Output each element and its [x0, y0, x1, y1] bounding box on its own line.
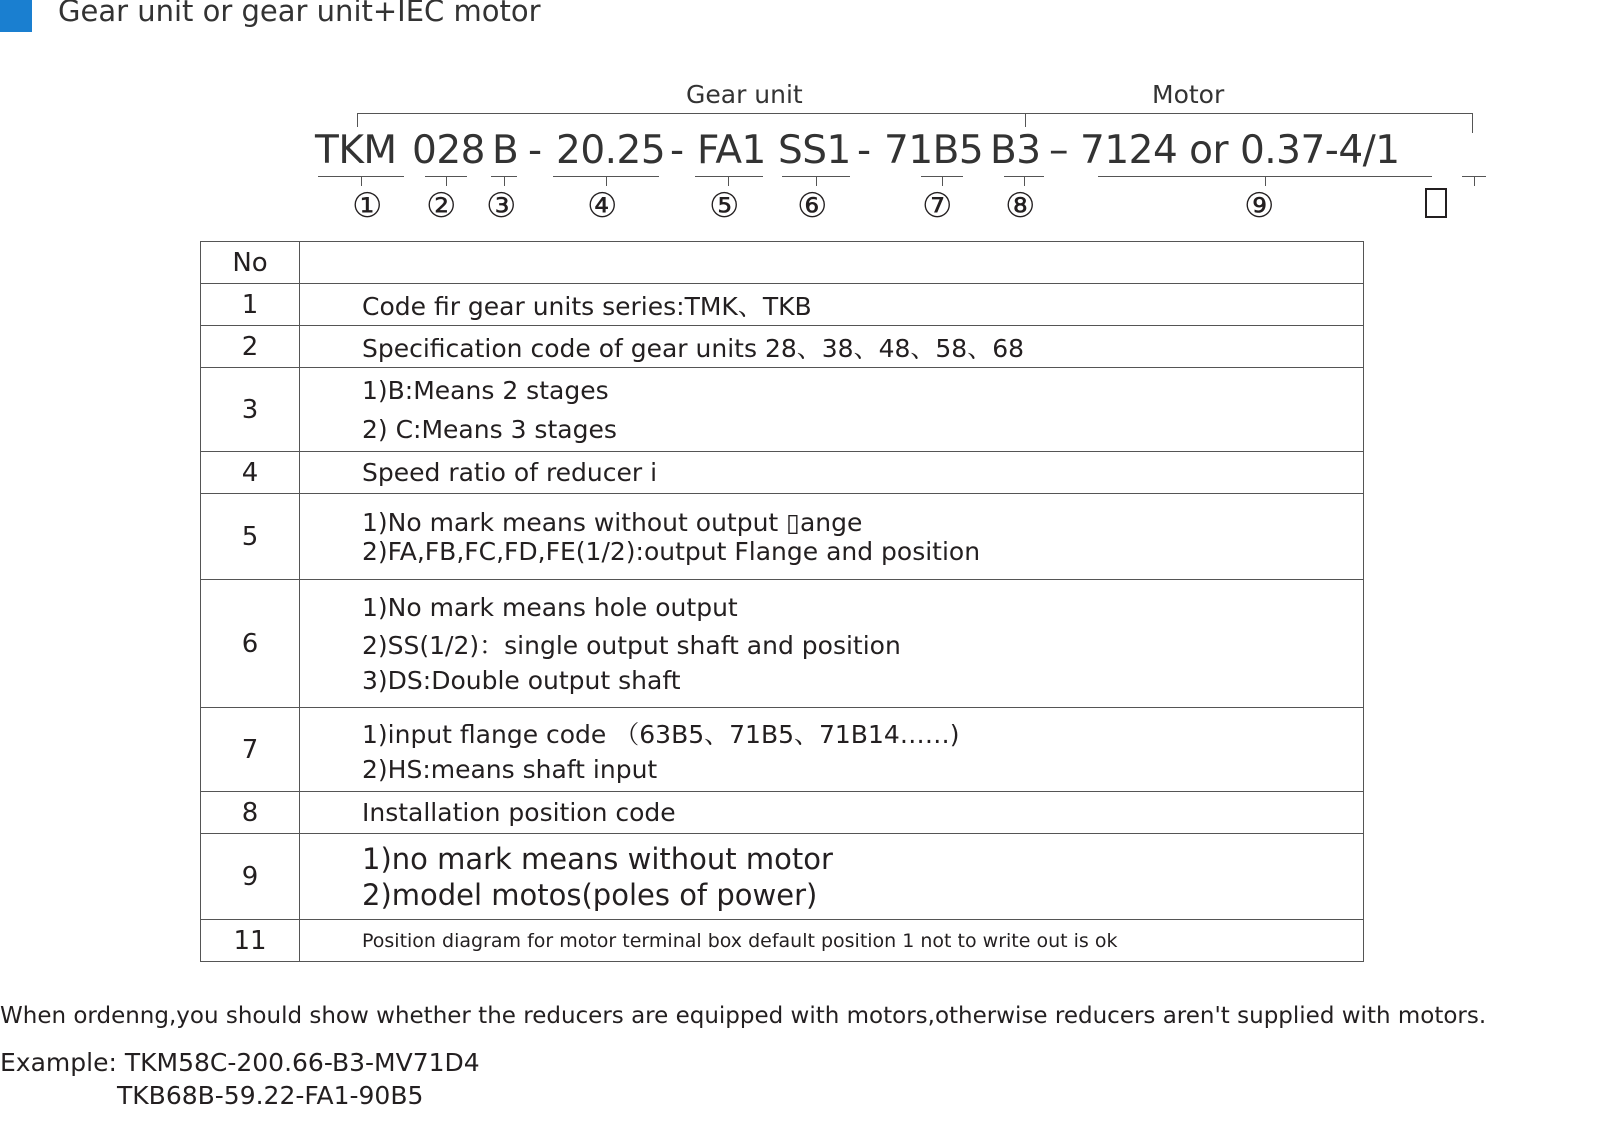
empty-box-icon: [1425, 188, 1447, 218]
row-description: [300, 452, 1364, 494]
table-row: [201, 494, 1364, 580]
code-segment-shaft: SS1: [778, 128, 851, 173]
code-segment-ratio: 20.25: [556, 128, 666, 173]
row-number: 6: [201, 580, 300, 708]
row-description: [300, 494, 1364, 580]
table-row: [201, 326, 1364, 368]
motor-label: Motor: [1152, 80, 1225, 109]
ordering-note: When ordenng,you should show whether the reducers are equipped with motors,otherwise reducers aren't supplied with motors.: [0, 1003, 1487, 1029]
row-number: 11: [201, 920, 300, 962]
segment-tick: [1265, 176, 1266, 186]
code-bracket-line: [357, 113, 1472, 114]
description-line: Code fir gear units series:TMK、TKB: [362, 291, 812, 321]
code-segment-flange: FA1: [697, 128, 766, 173]
row-number: 4: [201, 452, 300, 494]
description-line: 2)model motos(poles of power): [362, 877, 818, 912]
segment-tick: [1474, 176, 1475, 186]
code-segment-input: 71B5: [884, 128, 984, 173]
table-row: [201, 792, 1364, 834]
code-segment-series: TKM: [315, 128, 397, 173]
description-line: 1)B:Means 2 stages: [362, 375, 609, 405]
table-row: [201, 708, 1364, 792]
description-line: 1)no mark means without motor: [362, 841, 833, 876]
row-number: 5: [201, 494, 300, 580]
example-line-2: TKB68B-59.22-FA1-90B5: [117, 1081, 424, 1110]
table-header-row: [201, 242, 1364, 284]
table-row: [201, 580, 1364, 708]
gear-unit-label: Gear unit: [686, 80, 803, 109]
code-separator: -: [670, 128, 684, 173]
segment-tick: [942, 176, 943, 186]
description-line: 3)DS:Double output shaft: [362, 665, 681, 695]
code-separator: -: [857, 128, 871, 173]
description-line: 1)No mark means without output ▯ange: [362, 507, 863, 537]
description-line: Installation position code: [362, 798, 676, 827]
marker-3: ③: [486, 186, 517, 226]
row-number: 2: [201, 326, 300, 368]
description-line: 1)No mark means hole output: [362, 592, 738, 622]
marker-7: ⑦: [922, 186, 953, 226]
description-line: 2)FA,FB,FC,FD,FE(1/2):output Flange and position: [362, 536, 981, 566]
segment-tick: [816, 176, 817, 186]
title-marker-square: [0, 0, 32, 32]
row-description: [300, 920, 1364, 962]
row-description: [300, 284, 1364, 326]
row-number: 7: [201, 708, 300, 792]
row-description: [300, 834, 1364, 920]
marker-5: ⑤: [709, 186, 740, 226]
description-line: Specification code of gear units 28、38、48、58、68: [362, 333, 1024, 363]
description-line: 2)SS(1/2)：single output shaft and position: [362, 630, 901, 660]
specification-table: [200, 241, 1364, 962]
marker-9: ⑨: [1244, 186, 1275, 226]
table-row: [201, 452, 1364, 494]
segment-tick: [361, 176, 362, 186]
row-description: [300, 792, 1364, 834]
row-description: [300, 580, 1364, 708]
segment-tick: [606, 176, 607, 186]
segment-tick: [446, 176, 447, 186]
example-line-1: Example: TKM58C-200.66-B3-MV71D4: [0, 1048, 480, 1077]
header-no: No: [201, 242, 300, 284]
code-separator: -: [528, 128, 542, 173]
row-description: [300, 708, 1364, 792]
code-separator: –: [1049, 128, 1068, 173]
segment-tick: [728, 176, 729, 186]
code-segment-motor: 7124 or 0.37-4/1: [1080, 128, 1400, 173]
header-desc: [300, 242, 1364, 284]
page-title: Gear unit or gear unit+IEC motor: [58, 0, 541, 28]
bracket-right-tick: [1472, 113, 1473, 133]
code-segment-position: B3: [990, 128, 1041, 173]
segment-tick: [504, 176, 505, 186]
marker-1: ①: [352, 186, 383, 226]
table-row: [201, 368, 1364, 452]
description-line: Speed ratio of reducer i: [362, 458, 658, 487]
row-number: 8: [201, 792, 300, 834]
row-number: 9: [201, 834, 300, 920]
description-line: 1)input flange code （63B5、71B5、71B14……): [362, 720, 960, 749]
row-number: 1: [201, 284, 300, 326]
table-row: [201, 284, 1364, 326]
marker-8: ⑧: [1005, 186, 1036, 226]
row-description: [300, 368, 1364, 452]
marker-4: ④: [587, 186, 618, 226]
description-line: 2)HS:means shaft input: [362, 755, 658, 784]
description-line: 2) C:Means 3 stages: [362, 414, 617, 444]
bracket-left-tick: [357, 113, 358, 127]
segment-tick: [1024, 176, 1025, 186]
bracket-mid-tick: [1025, 113, 1026, 127]
code-segment-size: 028: [412, 128, 485, 173]
row-number: 3: [201, 368, 300, 452]
segment-underline: [695, 176, 763, 177]
table-row: [201, 834, 1364, 920]
marker-2: ②: [426, 186, 457, 226]
row-description: [300, 326, 1364, 368]
description-line: Position diagram for motor terminal box default position 1 not to write out is ok: [362, 929, 1118, 952]
code-segment-stages: B: [492, 128, 519, 173]
table-row: [201, 920, 1364, 962]
marker-6: ⑥: [797, 186, 828, 226]
